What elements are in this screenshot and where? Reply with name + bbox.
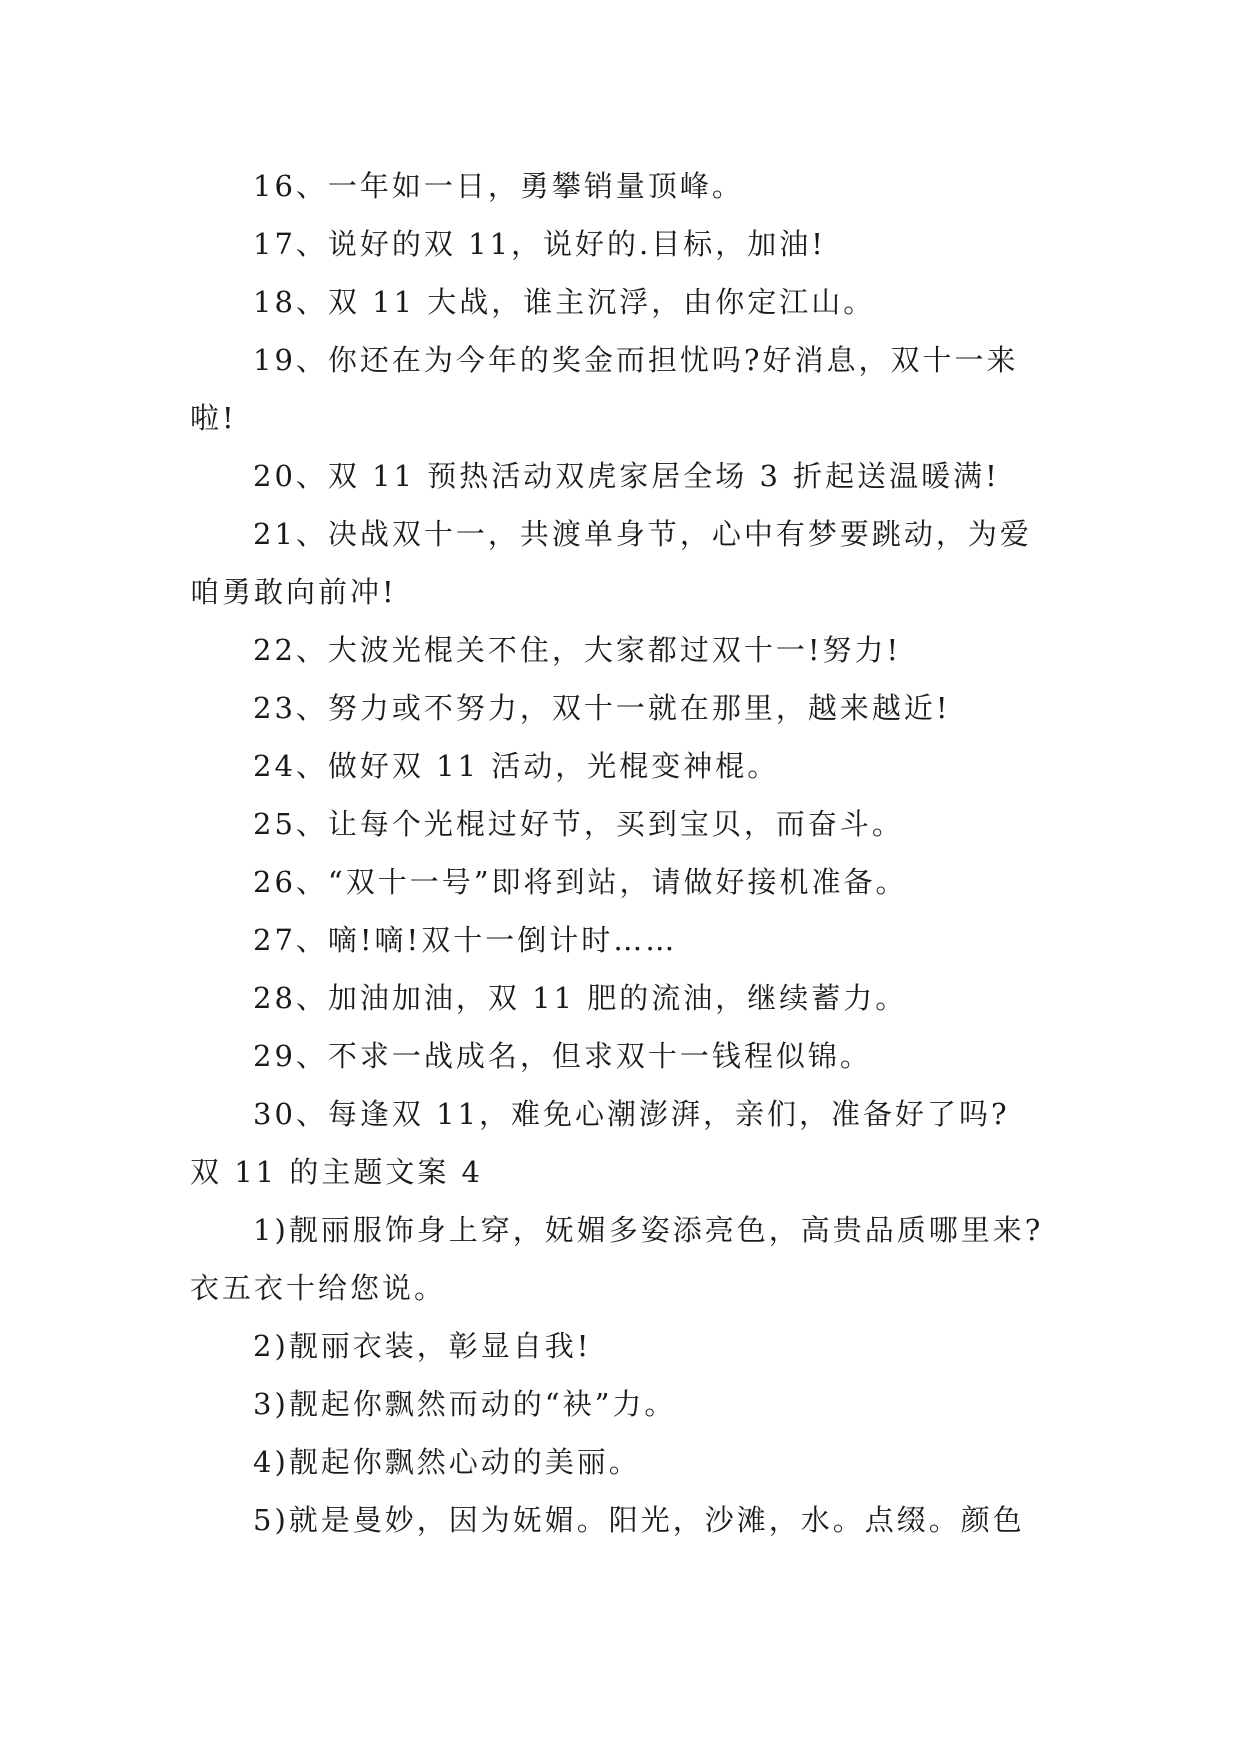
text-line: 20、双 11 预热活动双虎家居全场 3 折起送温暖满! xyxy=(253,459,1000,493)
text-line: 29、不求一战成名，但求双十一钱程似锦。 xyxy=(253,1039,872,1073)
section-heading: 双 11 的主题文案 4 xyxy=(190,1155,484,1189)
text-line: 咱勇敢向前冲! xyxy=(190,575,397,609)
text-line: 27、嘀!嘀!双十一倒计时…… xyxy=(253,923,678,957)
text-line: 1)靓丽服饰身上穿，妩媚多姿添亮色，高贵品质哪里来? xyxy=(253,1213,1044,1247)
text-line: 28、加油加油，双 11 肥的流油，继续蓄力。 xyxy=(253,981,908,1015)
text-line: 25、让每个光棍过好节，买到宝贝，而奋斗。 xyxy=(253,807,904,841)
text-line: 26、“双十一号”即将到站，请做好接机准备。 xyxy=(253,865,908,899)
text-line: 16、一年如一日，勇攀销量顶峰。 xyxy=(253,169,744,203)
text-line: 2)靓丽衣装，彰显自我! xyxy=(253,1329,592,1363)
text-line: 30、每逢双 11，难免心潮澎湃，亲们，准备好了吗? xyxy=(253,1097,1010,1131)
text-line: 3)靓起你飘然而动的“袂”力。 xyxy=(253,1387,677,1421)
text-line: 24、做好双 11 活动，光棍变神棍。 xyxy=(253,749,780,783)
text-line: 17、说好的双 11，说好的.目标，加油! xyxy=(253,227,826,261)
text-line: 5)就是曼妙，因为妩媚。阳光，沙滩，水。点缀。颜色 xyxy=(253,1503,1025,1537)
text-line: 衣五衣十给您说。 xyxy=(190,1271,447,1305)
text-line: 19、你还在为今年的奖金而担忧吗?好消息，双十一来 xyxy=(253,343,1019,377)
document-body xyxy=(190,157,1050,1549)
text-line: 啦! xyxy=(190,401,237,435)
text-line: 18、双 11 大战，谁主沉浮，由你定江山。 xyxy=(253,285,876,319)
text-line: 21、决战双十一，共渡单身节，心中有梦要跳动，为爱 xyxy=(253,517,1032,551)
text-line: 4)靓起你飘然心动的美丽。 xyxy=(253,1445,641,1479)
text-line: 23、努力或不努力，双十一就在那里，越来越近! xyxy=(253,691,951,725)
text-line: 22、大波光棍关不住，大家都过双十一!努力! xyxy=(253,633,902,667)
